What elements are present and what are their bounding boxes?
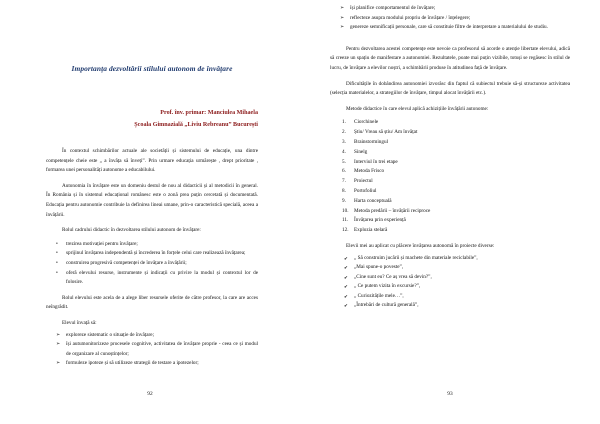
page-number-left: 92 (147, 391, 153, 397)
paragraph-projects-intro: Elevii mei au aplicat cu plăcere învățarea autonomă în proiecte diverse: (346, 242, 495, 249)
list-item: ✔ „ Ce putem vizita în excursie?”, (344, 282, 570, 292)
list-item: ➢ reflecteze asupra modului propriu de învățare / înțelegere; (340, 14, 570, 24)
list-item: • construirea progresivă competenței de învățare a învățării; (56, 259, 258, 269)
list-item: 2. Știu/ Vreau să știu/ Am învățat (342, 129, 418, 136)
list-item: • trezirea motivației pentru învățare; (56, 240, 258, 250)
paragraph-student-learns-intro: Elevul învață să: (62, 319, 97, 326)
list-item: ✔ „Întrebări de cultură generală”, (344, 301, 570, 311)
list-item: ✔ „ Să construim jucării și machete din materiale reciclabile”, (344, 254, 570, 264)
methods-list (330, 118, 570, 236)
list-item: 8. Portofoliul (342, 187, 377, 194)
list-item: 4. Sinelg (342, 148, 368, 155)
list-item: • sprijinul învățarea independentă și încrederea în forțele celui care realizează învățarea; (56, 249, 258, 259)
list-item: • oferă elevului resurse, instrumente și indicații cu privire la modul și contextul lor de folosire. (56, 269, 258, 288)
list-item: 1. Ciorchinele (342, 119, 379, 126)
student-learns-list-continued (330, 4, 570, 33)
list-item: 7. Proiectul (342, 178, 373, 185)
list-item: 11. Învățarea prin experiență (342, 217, 406, 224)
right-page (300, 0, 600, 424)
paragraph-intro: În contextul schimbărilor actuale ale societății și sistemului de educație, una dintre competențele cheie este „ a învăța să înveți”. Prin urmare educația urmărește , drept prioritate , formarea unei personalități autonome a educabilului. (46, 148, 258, 174)
author-school: Școala Gimnazială „Liviu Rebreanu” București (134, 122, 258, 128)
list-item: ✔ „ Curiozitățile mele…”, (344, 292, 570, 302)
list-item: ✔ „Mai spune-o poveste”, (344, 263, 570, 273)
list-item: ➢ își autumonitorizeze procesele cognitive, activitatea de învățare proprie - ceea ce și modul de organizare al cunoștințelor; (56, 340, 258, 359)
paragraph-teacher-role-intro: Rolul cadrului didactic în dezvoltarea stilului autonom de învățare: (62, 227, 201, 234)
list-item: 3. Brainstormingul (342, 138, 389, 145)
list-item: ➢ genereze semnificații personale, care să constituie filtre de interpretare a materialului de studiu. (340, 23, 570, 33)
student-learns-list (46, 331, 258, 369)
list-item: 5. Interviul în trei etape (342, 158, 398, 165)
list-item: ✔ „Cine sunt eu? Ce aș vrea să devin?”, (344, 273, 570, 283)
list-item: ➢ își planifice comportamentul de învățare; (340, 4, 570, 14)
paragraph-difficulties: Dificultățile în dobândirea autonomiei izvorăsc din faptul că subiectul trebuie să-și structureze activitatea (selecția materialelor, a strategiilor de învățare, timpul alocat învățării etc.). (330, 80, 570, 97)
list-item: 12. Explozia stelară (342, 227, 388, 234)
author-name: Prof. înv. primar: Manciulea Mihaela (160, 110, 258, 116)
projects-list (330, 254, 570, 312)
article-title: Importanța dezvoltării stilului autonom de învățare (71, 64, 233, 73)
author-block (46, 107, 258, 131)
paragraph-autonomy: Autonomia în învățare este un domeniu destul de nou al didacticii și al metodicii în general. În România și în sistemul educațional românesc este o zonă prea puțin cercetată și documentată. Educația pentru autonomie contribuie la definirea lineai umane, prin-o caracteristică specială, aceea a învățării. (46, 182, 258, 218)
list-item: ➢ exploreze sistematic o situație de învățare; (56, 331, 258, 341)
paragraph-competence: Pentru dezvoltarea acestei competențe este nevoie ca profesorul să acorde o atenție libertate elevului, adică să creeze un spațiu de manifestare a autonomiei. Rezultatele, poate mai puțin vizibile, totuși se regăsesc în stilul de lucru, de învățare a elevilor noștri, a schimbării produse în atitudinea față de învățare. (330, 45, 570, 71)
paragraph-methods-intro: Metode didactice în care elevul aplică achizițiile învățării autonome: (346, 105, 489, 112)
page-number-right: 93 (447, 391, 453, 397)
list-item: 9. Harta conceptuală (342, 197, 392, 204)
list-item: 10. Metoda predării – învățării reciproce (342, 207, 431, 214)
teacher-role-list (46, 240, 258, 288)
list-item: 6. Metoda Frisco (342, 168, 385, 175)
list-item: ➢ formuleze ipoteze și să utilizeze strategii de testare a ipotezelor; (56, 359, 258, 369)
paragraph-student-role: Rolul elevului este acela de a alege liber resursele oferite de către profesor, la care are acces neîngrădit. (46, 294, 258, 311)
